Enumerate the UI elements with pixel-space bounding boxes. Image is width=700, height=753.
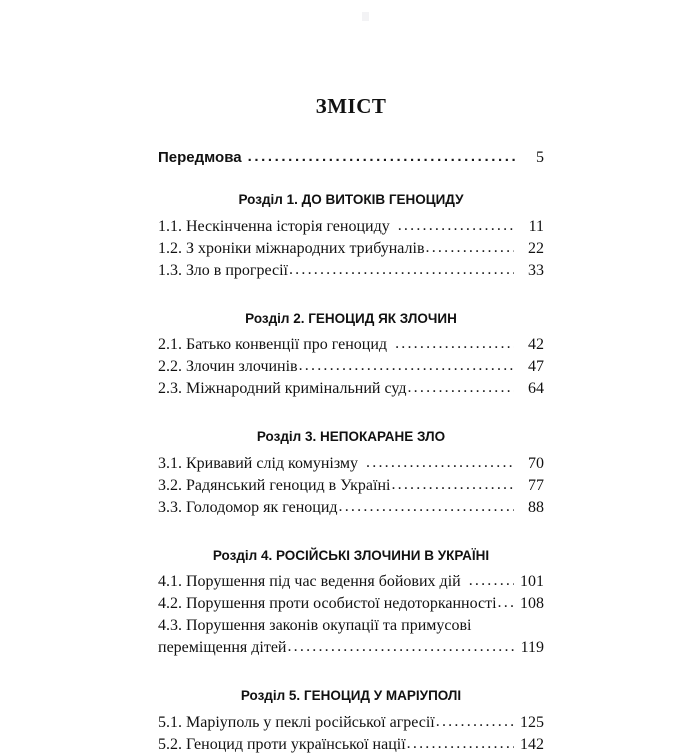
dot-leader xyxy=(436,714,514,730)
toc-entry-page-number: 22 xyxy=(528,239,544,257)
toc-entry[interactable] xyxy=(158,478,544,494)
toc-chapter-section xyxy=(158,285,544,398)
toc-entry-page-number: 108 xyxy=(520,595,544,612)
dot-leader xyxy=(248,149,518,164)
page-title: ЗМІСТ xyxy=(315,94,387,118)
toc-entry-page-number: 11 xyxy=(528,217,544,235)
toc-entry-preface[interactable] xyxy=(158,150,544,166)
dot-leader xyxy=(289,262,514,278)
chapter-heading: Розділ 1. ДО ВИТОКІВ ГЕНОЦИДУ xyxy=(238,192,464,207)
dot-leader xyxy=(391,477,514,493)
toc-entry-label: 1.1. Нескінченна історія геноциду xyxy=(158,217,390,235)
toc-entry-label: Передмова xyxy=(158,149,242,166)
toc-entry[interactable] xyxy=(158,737,544,753)
toc-entry-page-number: 70 xyxy=(528,454,544,472)
spacer xyxy=(158,403,544,430)
toc-entry-page-number: 42 xyxy=(528,336,544,353)
toc-chapter-section xyxy=(158,522,544,657)
toc-entry-label-line2: переміщення дітей xyxy=(158,639,287,656)
chapter-heading: Розділ 3. НЕПОКАРАНЕ ЗЛО xyxy=(256,429,446,444)
toc-entry[interactable] xyxy=(158,574,544,590)
toc-entry-label: 2.2. Злочин злочинів xyxy=(158,358,298,375)
dot-leader xyxy=(469,573,514,589)
toc-entry-page-number: 64 xyxy=(528,380,544,397)
toc-entry[interactable] xyxy=(158,359,544,375)
dot-leader xyxy=(287,639,514,655)
chapter-heading: Розділ 4. РОСІЙСЬКІ ЗЛОЧИНИ В УКРАЇНІ xyxy=(212,547,490,563)
toc-entry-label: 1.3. Зло в прогресії xyxy=(158,261,288,279)
toc-entry-label: 2.3. Міжнародний кримінальний суд xyxy=(158,380,407,397)
toc-entry-label-line1: 4.3. Порушення законів окупації та примусові xyxy=(158,617,472,634)
toc-entry-page-number: 142 xyxy=(520,735,544,753)
toc-entry-label: 5.1. Маріуполь у пеклі російської агресії xyxy=(158,713,435,731)
toc-entry[interactable] xyxy=(158,337,544,353)
spacer xyxy=(158,522,544,549)
dot-leader xyxy=(339,499,514,515)
toc-entry[interactable] xyxy=(158,500,544,516)
toc-entry[interactable] xyxy=(158,219,544,235)
toc-entry-label: 3.1. Кривавий слід комунізму xyxy=(158,454,359,472)
toc-chapter-section xyxy=(158,403,544,516)
toc-entry[interactable] xyxy=(158,596,544,612)
toc-entry-label: 4.1. Порушення під час ведення бойових дій xyxy=(158,573,461,590)
toc-entry[interactable] xyxy=(158,456,544,472)
toc-entry-continuation xyxy=(158,640,544,656)
toc-entry-label: 3.3. Голодомор як геноцид xyxy=(158,498,338,516)
toc-entry[interactable] xyxy=(158,241,544,257)
toc-entry-label: 4.2. Порушення проти особистої недоторканності xyxy=(158,595,497,612)
toc-entry-page-number: 119 xyxy=(520,639,544,656)
spacer xyxy=(158,285,544,312)
toc-entry-page-number: 125 xyxy=(520,713,544,731)
dot-leader xyxy=(407,380,514,396)
dot-leader xyxy=(395,336,514,352)
toc-entry-page-number: 5 xyxy=(536,149,544,166)
dot-leader xyxy=(498,595,514,611)
toc-entry-label: 2.1. Батько конвенції про геноцид xyxy=(158,336,388,353)
toc-entry-label: 3.2. Радянський геноцид в Україні xyxy=(158,476,391,494)
toc-entry[interactable] xyxy=(158,381,544,397)
dot-leader xyxy=(398,218,514,234)
spacer xyxy=(158,662,544,689)
toc-entry-page-number: 101 xyxy=(520,573,544,590)
toc-list xyxy=(158,150,544,753)
toc-entry-page-number: 77 xyxy=(528,476,544,494)
spacer xyxy=(158,166,544,193)
dot-leader xyxy=(426,240,514,256)
toc-entry-label: 5.2. Геноцид проти української нації xyxy=(158,735,406,753)
chapter-heading: Розділ 2. ГЕНОЦИД ЯК ЗЛОЧИН xyxy=(245,310,457,326)
toc-chapter-section xyxy=(158,166,544,279)
toc-entry-label: 1.2. З хроніки міжнародних трибуналів xyxy=(158,239,425,257)
toc-entry-page-number: 33 xyxy=(528,261,544,279)
toc-entry[interactable] xyxy=(158,618,544,656)
chapter-heading: Розділ 5. ГЕНОЦИД У МАРІУПОЛІ xyxy=(240,688,462,703)
toc-entry[interactable] xyxy=(158,715,544,731)
toc-entry-page-number: 47 xyxy=(528,358,544,375)
toc-entry-page-number: 88 xyxy=(528,498,544,516)
dot-leader xyxy=(299,358,514,374)
dot-leader xyxy=(407,736,514,752)
toc-entry[interactable] xyxy=(158,263,544,279)
toc-chapter-section xyxy=(158,662,544,753)
dot-leader xyxy=(366,455,514,471)
